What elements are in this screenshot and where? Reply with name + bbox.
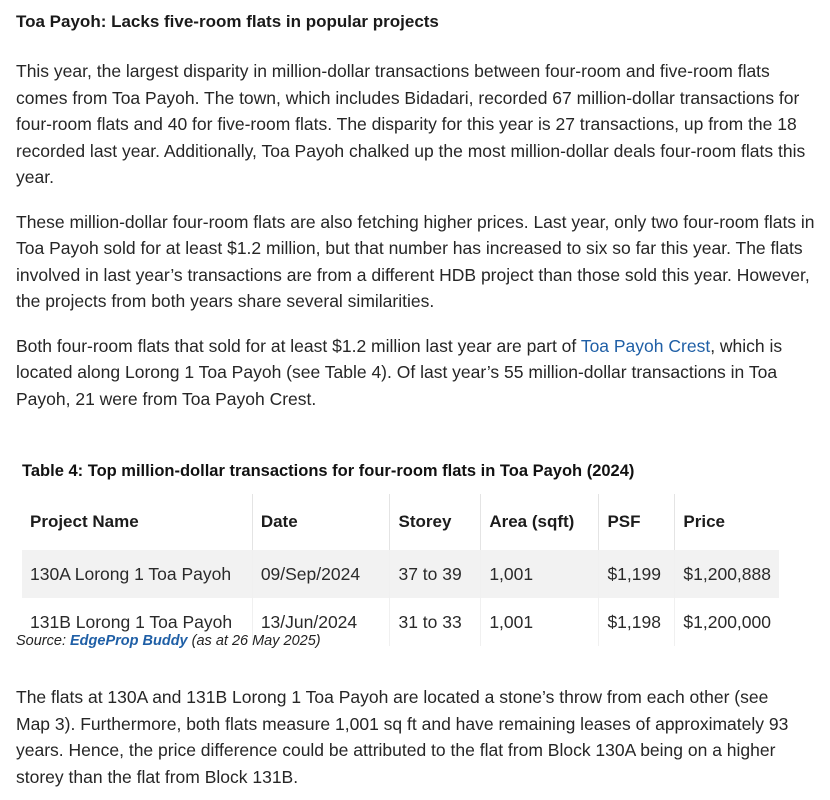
col-area: Area (sqft)	[481, 494, 599, 550]
article-body	[16, 10, 816, 412]
cell-project-name: 131B Lorong 1 Toa Payoh	[22, 598, 252, 646]
toa-payoh-crest-link[interactable]: Toa Payoh Crest	[580, 335, 711, 356]
col-project-name: Project Name	[22, 494, 252, 550]
col-price: Price	[683, 512, 725, 531]
cell-storey: 37 to 39	[390, 550, 481, 598]
table-title: Table 4: Top million-dollar transactions for four-room flats in Toa Payoh (2024)	[22, 462, 635, 480]
col-storey: Storey	[390, 494, 481, 550]
cell-area: 1,001	[481, 598, 599, 646]
table-4-block	[22, 458, 782, 646]
paragraph-1: This year, the largest disparity in million-dollar transactions between four-room and five-room flats comes from Toa Payoh. The town, which includes Bidadari, recorded 67 million-dollar transactions for four-room flats and 40 for five-room flats. The disparity for this year is 27 transactions, up from the 18 recorded last year. Additionally, Toa Payoh chalked up the most million-dollar deals four-room flats this year.	[16, 61, 806, 187]
paragraph-3-text-a: Both four-room flats that sold for at least $1.2 million last year are part of	[16, 335, 581, 356]
paragraph-3	[16, 333, 816, 413]
cell-date: 13/Jun/2024	[252, 598, 390, 646]
table-header-row	[22, 494, 779, 550]
col-date: Date	[252, 494, 390, 550]
source-prefix: Source:	[16, 633, 70, 649]
paragraph-4: The flats at 130A and 131B Lorong 1 Toa Payoh are located a stone’s throw from each other (see Map 3). Furthermore, both flats measure 1,001 sq ft and have remaining leases of approximately 93 years. Hence, the price difference could be attributed to the flat from Block 130A being on a higher storey than the flat from Block 131B.	[16, 687, 789, 787]
cell-price: $1,200,000	[675, 598, 779, 646]
cell-price: $1,200,888	[675, 550, 779, 598]
cell-project-name: 130A Lorong 1 Toa Payoh	[22, 550, 252, 598]
table-source	[16, 633, 321, 649]
transactions-table	[22, 494, 779, 646]
section-heading: Toa Payoh: Lacks five-room flats in popular projects	[16, 12, 439, 31]
paragraph-2: These million-dollar four-room flats are also fetching higher prices. Last year, only two four-room flats in Toa Payoh sold for at least $1.2 million, but that number has increased to six so far this year. The flats involved in last year’s transactions are from a different HDB project than those sold this year. However, the projects from both years share several similarities.	[16, 211, 815, 311]
cell-psf: $1,199	[599, 550, 675, 598]
table-row	[22, 550, 779, 598]
cell-area: 1,001	[481, 550, 599, 598]
cell-date: 09/Sep/2024	[252, 550, 390, 598]
edgeprop-buddy-link[interactable]: EdgeProp Buddy	[70, 633, 188, 649]
col-psf: PSF	[599, 494, 675, 550]
paragraph-3-text-b: , which is located along Lorong 1 Toa Payoh (see Table 4). Of last year’s 55 million-dollar transactions in Toa Payoh, 21 were from Toa Payoh Crest.	[16, 335, 783, 409]
source-suffix: (as at 26 May 2025)	[187, 633, 321, 649]
cell-psf: $1,198	[599, 598, 675, 646]
cell-storey: 31 to 33	[390, 598, 481, 646]
